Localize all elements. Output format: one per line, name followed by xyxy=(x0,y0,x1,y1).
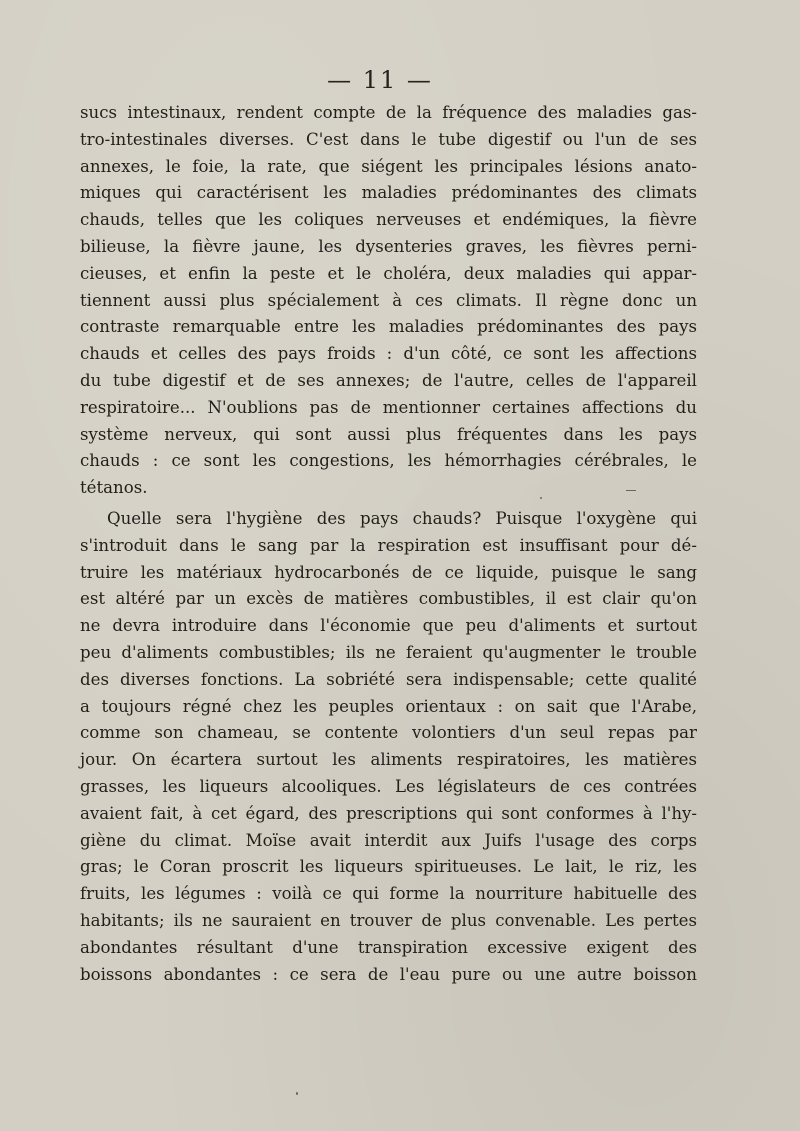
text-line: bilieuse, la fièvre jaune, les dysenteries graves, les fièvres perni- xyxy=(80,236,697,256)
text-line: giène du climat. Moïse avait interdit aux Juifs l'usage des corps xyxy=(80,830,697,850)
text-line: ne devra introduire dans l'économie que peu d'aliments et surtout xyxy=(80,616,697,636)
text-line: système nerveux, qui sont aussi plus fréquentes dans les pays xyxy=(80,424,697,444)
text-line: boissons abondantes : ce sera de l'eau pure ou une autre boisson xyxy=(80,964,697,984)
text-line: chauds : ce sont les congestions, les hémorrhagies cérébrales, le xyxy=(80,451,697,471)
text-line: sucs intestinaux, rendent compte de la fréquence des maladies gas- xyxy=(80,103,697,122)
text-line: abondantes résultant d'une transpiration excessive exigent des xyxy=(80,937,697,957)
text-line: truire les matériaux hydrocarbonés de ce liquide, puisque le sang xyxy=(80,562,697,582)
text-line: avaient fait, à cet égard, des prescriptions qui sont conformes à l'hy- xyxy=(80,803,697,823)
paragraph-1 xyxy=(80,100,697,502)
text-line: comme son chameau, se contente volontiers d'un seul repas par xyxy=(80,723,697,743)
text-line: est altéré par un excès de matières combustibles, il est clair qu'on xyxy=(80,589,697,609)
text-line: miques qui caractérisent les maladies prédominantes des climats xyxy=(80,183,697,203)
text-line: grasses, les liqueurs alcooliques. Les législateurs de ces contrées xyxy=(80,776,697,796)
text-line: contraste remarquable entre les maladies prédominantes des pays xyxy=(80,317,697,337)
text-line: tiennent aussi plus spécialement à ces climats. Il règne donc un xyxy=(80,290,697,310)
text-line: jour. On écartera surtout les aliments respiratoires, les matières xyxy=(80,750,697,770)
text-line: s'introduit dans le sang par la respiration est insuffisant pour dé- xyxy=(80,535,697,555)
text-line: Quelle sera l'hygiène des pays chauds? Puisque l'oxygène qui xyxy=(107,508,697,528)
text-line: habitants; ils ne sauraient en trouver de plus convenable. Les pertes xyxy=(80,910,697,930)
text-line: respiratoire... N'oublions pas de mentionner certaines affections du xyxy=(80,397,697,417)
text-line: a toujours régné chez les peuples orientaux : on sait que l'Arabe, xyxy=(80,696,697,716)
text-line: tétanos. xyxy=(80,478,148,498)
text-line: gras; le Coran proscrit les liqueurs spiritueuses. Le lait, le riz, les xyxy=(80,857,697,877)
text-line: du tube digestif et de ses annexes; de l'autre, celles de l'appareil xyxy=(80,370,697,390)
paper-speck xyxy=(626,490,636,491)
paragraph-2 xyxy=(80,506,697,988)
paper-speck xyxy=(540,497,542,499)
text-line: fruits, les légumes : voilà ce qui forme la nourriture habituelle des xyxy=(80,884,697,904)
text-line: chauds, telles que les coliques nerveuses et endémiques, la fièvre xyxy=(80,210,697,230)
text-line: annexes, le foie, la rate, que siégent les principales lésions anato- xyxy=(80,156,697,176)
page-number: — 11 — xyxy=(327,66,433,94)
text-line: des diverses fonctions. La sobriété sera indispensable; cette qualité xyxy=(80,669,697,689)
text-line: cieuses, et enfin la peste et le choléra, deux maladies qui appar- xyxy=(80,263,697,283)
body-text xyxy=(80,100,697,988)
text-line: peu d'aliments combustibles; ils ne feraient qu'augmenter le trouble xyxy=(80,642,697,662)
text-line: tro-intestinales diverses. C'est dans le tube digestif ou l'un de ses xyxy=(80,129,697,149)
paper-speck xyxy=(296,1092,298,1095)
text-line: chauds et celles des pays froids : d'un côté, ce sont les affections xyxy=(80,344,697,364)
